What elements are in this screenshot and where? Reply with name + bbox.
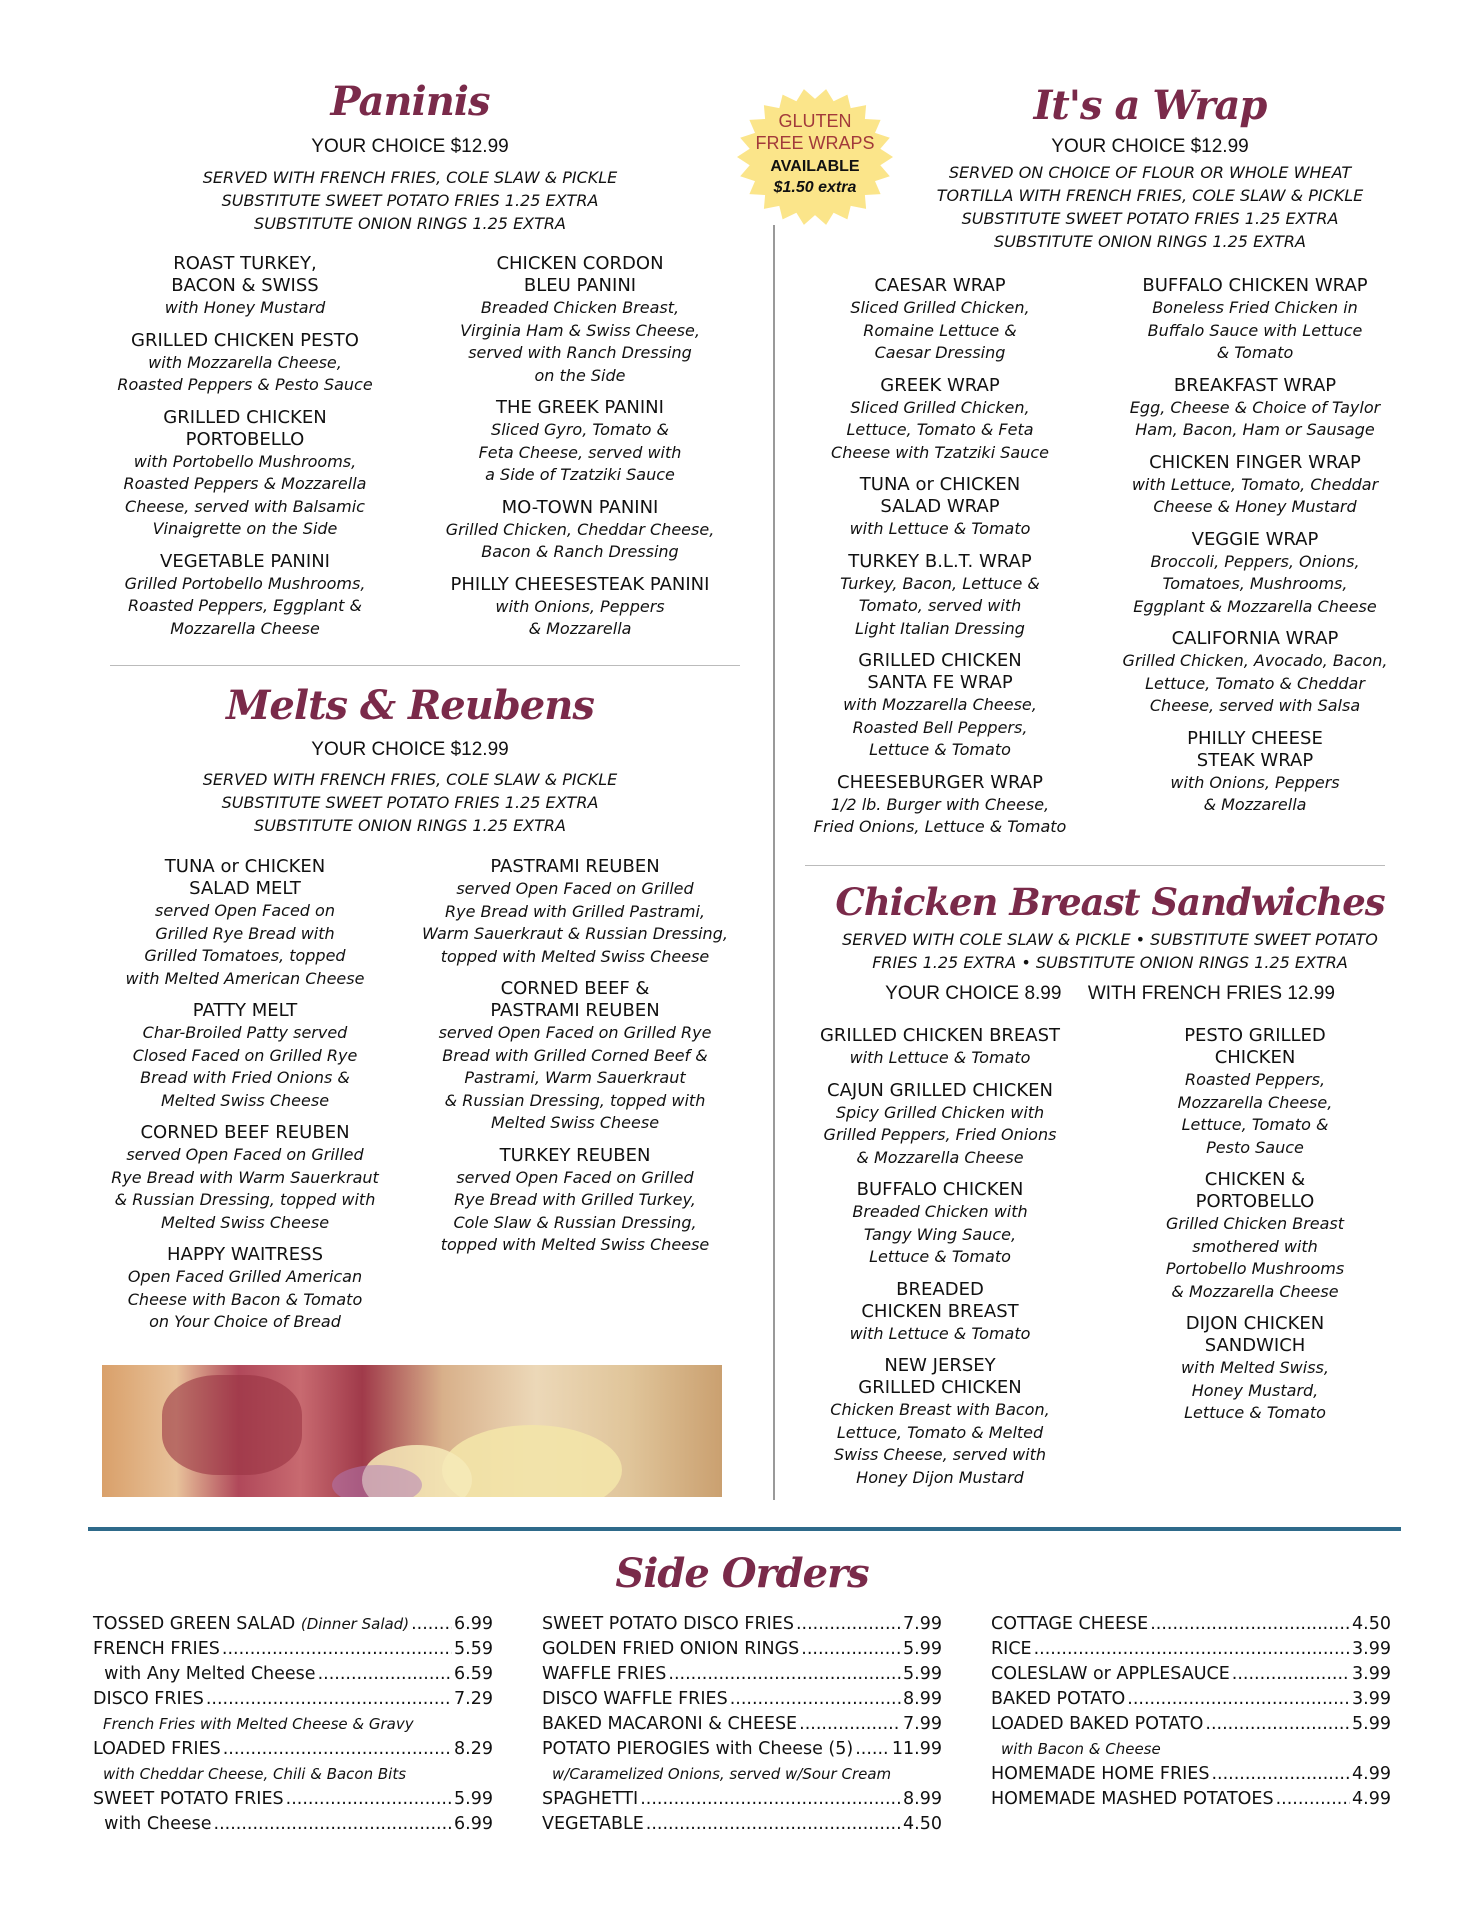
side-order-name [991,1612,1148,1637]
menu-item [105,1244,385,1334]
side-order-name [542,1812,644,1837]
side-order-label: DISCO FRIES [93,1689,204,1709]
side-order-note: French Fries with Melted Cheese & Gravy [103,1715,414,1733]
pastrami-shape [162,1375,302,1475]
side-order-name [542,1712,797,1737]
side-order-row [542,1787,942,1812]
gluten-line4: $1.50 extra [773,179,857,196]
dot-leader [1276,1787,1350,1812]
side-order-price: 7.99 [903,1614,942,1634]
melts-title: Melts & Reubens [226,682,594,729]
menu-item-description: served Open Faced on Grilled Rye Bread with Grilled Turkey, Cole Slaw & Russian Dressing, topped with Melted Swiss Cheese [440,1167,710,1254]
menu-item-name: NEW JERSEY GRILLED CHICKEN [858,1355,1022,1398]
menu-item [1115,275,1395,365]
side-order-price: 3.99 [1352,1664,1391,1684]
side-order-price: 4.50 [1352,1614,1391,1634]
menu-item-name: PESTO GRILLED CHICKEN [1184,1025,1326,1068]
paninis-price: YOUR CHOICE $12.99 [311,136,509,157]
menu-item-description: Boneless Fried Chicken in Buffalo Sauce with Lettuce & Tomato [1147,298,1363,362]
note-line: SUBSTITUTE SWEET POTATO FRIES 1.25 EXTRA [961,209,1339,228]
note-line: FRIES 1.25 EXTRA • SUBSTITUTE ONION RINGS 1.25 EXTRA [872,953,1348,972]
side-order-label: SWEET POTATO DISCO FRIES [542,1614,794,1634]
dot-leader [1205,1712,1350,1737]
menu-item [105,407,385,541]
side-order-price: 4.50 [903,1814,942,1834]
dot-leader [730,1687,901,1712]
menu-item-name: ROAST TURKEY, BACON & SWISS [171,253,319,296]
menu-item-name: CORNED BEEF REUBEN [140,1122,350,1143]
menu-item [805,1355,1075,1489]
side-order-name [93,1637,220,1662]
menu-item-description: Breaded Chicken Breast, Virginia Ham & Swiss Cheese, served with Ranch Dressing on the Side [460,298,700,385]
side-order-price: 3.99 [1352,1689,1391,1709]
dot-leader [1150,1612,1350,1637]
menu-item [805,551,1075,641]
menu-item-description: with Lettuce & Tomato [849,1048,1031,1067]
gluten-line2: FREE WRAPS [755,133,875,153]
chicken-price-choice: YOUR CHOICE 8.99 [885,983,1062,1004]
side-order-row [991,1637,1391,1662]
side-order-label: HOMEMADE MASHED POTATOES [991,1789,1274,1809]
menu-item-name: CALIFORNIA WRAP [1171,628,1339,649]
side-order-name [93,1687,204,1712]
side-order-name [991,1687,1125,1712]
side-order-price: 6.59 [454,1664,493,1684]
menu-item-description: Chicken Breast with Bacon, Lettuce, Tomato & Melted Swiss Cheese, served with Honey Dijon Mustard [830,1400,1050,1487]
menu-item-description: Sliced Gyro, Tomato & Feta Cheese, served with a Side of Tzatziki Sauce [478,420,682,484]
menu-item-name: CORNED BEEF & PASTRAMI REUBEN [490,978,660,1021]
menu-item-name: PATTY MELT [192,1000,298,1021]
menu-item [105,1000,385,1112]
note-line: SUBSTITUTE SWEET POTATO FRIES 1.25 EXTRA [221,191,599,210]
dot-leader [1232,1662,1350,1687]
chicken-title: Chicken Breast Sandwiches [835,880,1385,924]
paninis-right-column [430,253,730,651]
menu-item [415,856,735,968]
chicken-price-fries: WITH FRENCH FRIES 12.99 [1087,983,1335,1004]
menu-item [430,397,730,487]
dot-leader [640,1787,901,1812]
side-order-name [93,1612,409,1637]
side-order-row [542,1662,942,1687]
menu-item-description: Grilled Chicken, Cheddar Cheese, Bacon & Ranch Dressing [445,519,715,561]
menu-item [1120,1169,1390,1303]
menu-item-name: BUFFALO CHICKEN [856,1179,1024,1200]
dot-leader [855,1737,890,1762]
menu-item [105,253,385,320]
side-order-note: with Cheddar Cheese, Chili & Bacon Bits [103,1765,407,1783]
menu-item [105,551,385,641]
menu-item-description: with Portobello Mushrooms, Roasted Peppers & Mozzarella Cheese, served with Balsamic Vinaigrette on the Side [123,451,367,538]
menu-item-description: Grilled Portobello Mushrooms, Roasted Peppers, Eggplant & Mozzarella Cheese [124,573,366,638]
menu-item-name: BUFFALO CHICKEN WRAP [1142,275,1368,296]
side-order-name [542,1612,794,1637]
menu-item [105,856,385,990]
menu-item-description: Turkey, Bacon, Lettuce & Tomato, served with Light Italian Dressing [840,573,1040,638]
menu-item-name: GRILLED CHICKEN BREAST [819,1025,1061,1046]
menu-item-description: Grilled Chicken, Avocado, Bacon, Lettuce, Tomato & Cheddar Cheese, served with Salsa [1122,651,1388,715]
menu-item-description: with Lettuce, Tomato, Cheddar Cheese & Honey Mustard [1131,474,1379,516]
vertical-divider [773,225,775,1500]
melts-notes [110,768,710,837]
menu-item-description: with Melted Swiss, Honey Mustard, Lettuce & Tomato [1181,1358,1329,1422]
side-order-row [991,1762,1391,1787]
menu-item-name: TURKEY B.L.T. WRAP [848,550,1032,572]
menu-item [1115,529,1395,619]
menu-item [430,253,730,387]
wraps-price: YOUR CHOICE $12.99 [1051,136,1249,157]
menu-item-description: Open Faced Grilled American Cheese with Bacon & Tomato on Your Choice of Bread [127,1267,363,1331]
menu-item [415,1145,735,1257]
menu-item [805,1025,1075,1070]
dot-leader [1034,1637,1350,1662]
menu-item [805,1179,1075,1269]
melts-price: YOUR CHOICE $12.99 [311,739,509,760]
side-order-row [991,1787,1391,1812]
side-order-row [93,1812,493,1837]
menu-item-name: DIJON CHICKEN SANDWICH [1185,1313,1325,1356]
menu-item-name: THE GREEK PANINI [496,397,664,418]
note-line: SERVED WITH FRENCH FRIES, COLE SLAW & PICKLE [202,770,618,789]
side-order-label: DISCO WAFFLE FRIES [542,1689,728,1709]
side-order-label: SWEET POTATO FRIES [93,1789,284,1809]
menu-item-description: with Lettuce & Tomato [849,1323,1031,1343]
menu-item-name: TUNA or CHICKEN SALAD MELT [164,856,326,899]
menu-item-description: Egg, Cheese & Choice of Taylor Ham, Bacon, Ham or Sausage [1129,397,1381,439]
side-order-name [542,1637,799,1662]
dot-leader [801,1637,901,1662]
dot-leader [411,1612,452,1637]
dot-leader [668,1662,901,1687]
side-order-price: 4.99 [1352,1764,1391,1784]
side-order-row [93,1662,493,1687]
side-order-row [542,1712,942,1737]
menu-item-description: Roasted Peppers, Mozzarella Cheese, Lettuce, Tomato & Pesto Sauce [1177,1070,1333,1157]
paninis-title: Paninis [330,78,490,125]
side-order-label: COTTAGE CHEESE [991,1614,1149,1634]
side-order-row [93,1612,493,1637]
side-order-label: POTATO PIEROGIES with Cheese (5) [542,1739,854,1759]
wraps-right-column [1115,275,1395,827]
side-order-row [991,1687,1391,1712]
side-order-row [542,1687,942,1712]
side-order-name [991,1762,1209,1787]
side-order-label: TOSSED GREEN SALAD [93,1614,296,1634]
menu-item-name: CHICKEN CORDON BLEU PANINI [496,253,664,296]
menu-item-description: with Mozzarella Cheese, Roasted Peppers & Pesto Sauce [117,352,373,394]
menu-item-name: CAESAR WRAP [874,275,1006,296]
menu-item [805,1279,1075,1346]
side-order-name [542,1787,638,1812]
menu-item [1115,728,1395,817]
wraps-notes [850,161,1450,253]
menu-item-name: PHILLY CHEESE STEAK WRAP [1187,727,1323,771]
side-order-name [93,1812,212,1837]
side-order-name [93,1662,316,1687]
menu-item-description: Breaded Chicken with Tangy Wing Sauce, Lettuce & Tomato [852,1202,1028,1266]
menu-item [430,497,730,564]
sides-title: Side Orders [615,1550,869,1597]
side-order-name [93,1737,221,1762]
menu-item-name: CHICKEN & PORTOBELLO [1195,1169,1315,1212]
side-order-price: 8.99 [903,1689,942,1709]
note-line: SERVED ON CHOICE OF FLOUR OR WHOLE WHEAT [948,163,1352,182]
chicken-notes [800,928,1420,974]
side-order-name [542,1687,728,1712]
melts-left-column [105,856,385,1344]
side-order-row [542,1612,942,1637]
side-order-row [991,1712,1391,1737]
menu-item-name: GRILLED CHICKEN PORTOBELLO [163,406,327,450]
menu-item-description: Spicy Grilled Chicken with Grilled Peppers, Fried Onions & Mozzarella Cheese [823,1102,1057,1167]
side-order-price: 5.99 [903,1639,942,1659]
dot-leader [286,1787,452,1812]
menu-item-description: Sliced Grilled Chicken, Romaine Lettuce & Caesar Dressing [850,298,1030,362]
menu-item-name: CAJUN GRILLED CHICKEN [827,1079,1053,1101]
note-line: SUBSTITUTE SWEET POTATO FRIES 1.25 EXTRA [221,793,599,812]
side-order-label: RICE [991,1639,1032,1659]
menu-item [1115,452,1395,519]
chicken-left-column [805,1025,1075,1499]
menu-item [805,1080,1075,1170]
dot-leader [206,1687,452,1712]
side-order-price: 3.99 [1352,1639,1391,1659]
side-order-price: 7.29 [454,1689,493,1709]
menu-item-description: Broccoli, Peppers, Onions, Tomatoes, Mushrooms, Eggplant & Mozzarella Cheese [1133,551,1377,616]
gluten-line1: GLUTEN [778,111,852,131]
side-order-label: HOMEMADE HOME FRIES [991,1764,1210,1784]
menu-item-description: Grilled Chicken Breast smothered with Portobello Mushrooms & Mozzarella Cheese [1165,1214,1345,1301]
menu-item [105,1122,385,1234]
note-line: SUBSTITUTE ONION RINGS 1.25 EXTRA [994,232,1306,251]
menu-item-name: CHEESEBURGER WRAP [837,771,1043,793]
side-order-row [93,1687,493,1712]
dot-leader [796,1612,901,1637]
chicken-right-column [1120,1025,1390,1435]
menu-item-description: served Open Faced on Grilled Rye Bread with Warm Sauerkraut & Russian Dressing, topped with Melted Swiss Cheese [111,1145,379,1232]
side-order-row [93,1637,493,1662]
menu-item-description: with Onions, Peppers & Mozzarella [1170,772,1340,814]
note-line: TORTILLA WITH FRENCH FRIES, COLE SLAW & PICKLE [936,186,1364,205]
dot-leader [214,1812,452,1837]
side-order-name [542,1737,853,1762]
menu-item-name: CHICKEN FINGER WRAP [1149,451,1361,473]
side-order-price: 11.99 [891,1739,942,1759]
side-order-label: LOADED FRIES [93,1739,221,1759]
divider [110,665,740,666]
side-order-label: SPAGHETTI [542,1789,639,1809]
menu-item-name: PHILLY CHEESESTEAK PANINI [450,573,710,595]
side-order-row [542,1637,942,1662]
menu-item [805,275,1075,365]
side-order-label: with Any Melted Cheese [93,1664,316,1684]
dot-leader [223,1737,452,1762]
side-order-row [542,1812,942,1837]
menu-item-name: TUNA or CHICKEN SALAD WRAP [859,474,1021,517]
side-order-price: 5.99 [903,1664,942,1684]
menu-item-name: VEGGIE WRAP [1191,528,1319,550]
side-order-name [991,1712,1203,1737]
side-order-price: 7.99 [903,1714,942,1734]
sides-column-2 [542,1612,942,1837]
side-order-row [93,1737,493,1762]
side-order-name [93,1787,284,1812]
menu-item-name: PASTRAMI REUBEN [490,856,660,877]
side-order-price: 5.99 [1352,1714,1391,1734]
menu-item [415,978,735,1135]
side-order-price: 8.29 [454,1739,493,1759]
side-order-label: BAKED MACARONI & CHEESE [542,1714,798,1734]
menu-item-name: HAPPY WAITRESS [166,1244,324,1265]
side-order-name [991,1637,1032,1662]
menu-item-description: served Open Faced on Grilled Rye Bread with Grilled Tomatoes, topped with Melted American Cheese [125,901,365,988]
menu-item-description: served Open Faced on Grilled Rye Bread with Grilled Pastrami, Warm Sauerkraut & Russian Dressing, topped with Melted Swiss Cheese [422,879,728,966]
menu-item [1115,375,1395,442]
menu-item-description: with Mozzarella Cheese, Roasted Bell Peppers, Lettuce & Tomato [843,695,1037,759]
side-order-label: BAKED POTATO [991,1689,1126,1709]
menu-item-name: TURKEY REUBEN [499,1144,651,1166]
side-order-label: VEGETABLE [542,1814,644,1834]
side-order-row [542,1737,942,1762]
side-order-sub: (Dinner Salad) [300,1615,410,1633]
menu-item-name: VEGETABLE PANINI [160,550,330,572]
wraps-title: It's a Wrap [1033,82,1267,129]
dot-leader [318,1662,452,1687]
menu-item-name: MO-TOWN PANINI [501,496,659,518]
dot-leader [222,1637,452,1662]
chicken-price [800,983,1420,1005]
side-order-row [93,1787,493,1812]
side-order-label: COLESLAW or APPLESAUCE [991,1664,1230,1684]
menu-item [805,375,1075,465]
paninis-notes [110,166,710,235]
menu-item-description: with Lettuce & Tomato [849,519,1031,538]
menu-item [1120,1313,1390,1425]
side-order-label: FRENCH FRIES [93,1639,220,1659]
side-order-note: w/Caramelized Onions, served w/Sour Cream [552,1765,892,1783]
slaw-shape [332,1465,422,1497]
menu-item-name: GRILLED CHICKEN PESTO [131,329,359,351]
sides-column-1 [93,1612,493,1837]
side-order-label: LOADED BAKED POTATO [991,1714,1204,1734]
menu-item [805,474,1075,541]
side-order-note: with Bacon & Cheese [1001,1740,1161,1758]
note-line: SERVED WITH FRENCH FRIES, COLE SLAW & PICKLE [202,168,618,187]
side-order-label: WAFFLE FRIES [542,1664,667,1684]
menu-item-description: Sliced Grilled Chicken, Lettuce, Tomato & Feta Cheese with Tzatziki Sauce [831,397,1049,462]
melts-right-column [415,856,735,1267]
paninis-left-column [105,253,385,650]
dot-leader [646,1812,901,1837]
side-order-price: 6.99 [454,1814,493,1834]
dot-leader [799,1712,901,1737]
menu-item [1115,628,1395,718]
dot-leader [1127,1687,1350,1712]
dot-leader [1211,1762,1350,1787]
note-line: SERVED WITH COLE SLAW & PICKLE • SUBSTITUTE SWEET POTATO [842,930,1378,949]
gluten-line3: AVAILABLE [770,158,860,175]
menu-item-name: GREEK WRAP [880,374,1000,396]
menu-item-description: 1/2 lb. Burger with Cheese, Fried Onions, Lettuce & Tomato [813,794,1067,836]
side-order-label: with Cheese [93,1814,212,1834]
reuben-photo [102,1365,722,1497]
side-order-price: 8.99 [903,1789,942,1809]
menu-item-description: with Onions, Peppers & Mozzarella [495,596,665,638]
side-order-row [991,1612,1391,1637]
side-order-name [991,1662,1230,1687]
menu-item [430,574,730,641]
menu-item-name: BREAKFAST WRAP [1173,374,1337,396]
wraps-left-column [805,275,1075,849]
menu-item-name: BREADED CHICKEN BREAST [861,1278,1019,1322]
side-order-price: 5.99 [454,1789,493,1809]
side-order-price: 5.59 [454,1639,493,1659]
menu-item-description: with Honey Mustard [164,298,326,317]
side-order-name [542,1662,666,1687]
menu-item [1120,1025,1390,1159]
sides-column-3 [991,1612,1391,1812]
menu-item [105,330,385,397]
note-line: SUBSTITUTE ONION RINGS 1.25 EXTRA [254,816,566,835]
side-order-price: 4.99 [1352,1789,1391,1809]
side-order-row [991,1662,1391,1687]
section-rule [88,1527,1401,1531]
divider [805,865,1385,866]
menu-item [805,772,1075,839]
menu-item-description: Char-Broiled Patty served Closed Faced on Grilled Rye Bread with Fried Onions & Melted Swiss Cheese [132,1023,358,1110]
side-order-label: GOLDEN FRIED ONION RINGS [542,1639,800,1659]
menu-item-name: GRILLED CHICKEN SANTA FE WRAP [858,650,1022,693]
side-order-price: 6.99 [454,1614,493,1634]
menu-item [805,650,1075,762]
note-line: SUBSTITUTE ONION RINGS 1.25 EXTRA [254,214,566,233]
menu-item-description: served Open Faced on Grilled Rye Bread with Grilled Corned Beef & Pastrami, Warm Sauerkraut & Russian Dressing, topped with Melted Swiss Cheese [438,1023,712,1132]
side-order-name [991,1787,1274,1812]
